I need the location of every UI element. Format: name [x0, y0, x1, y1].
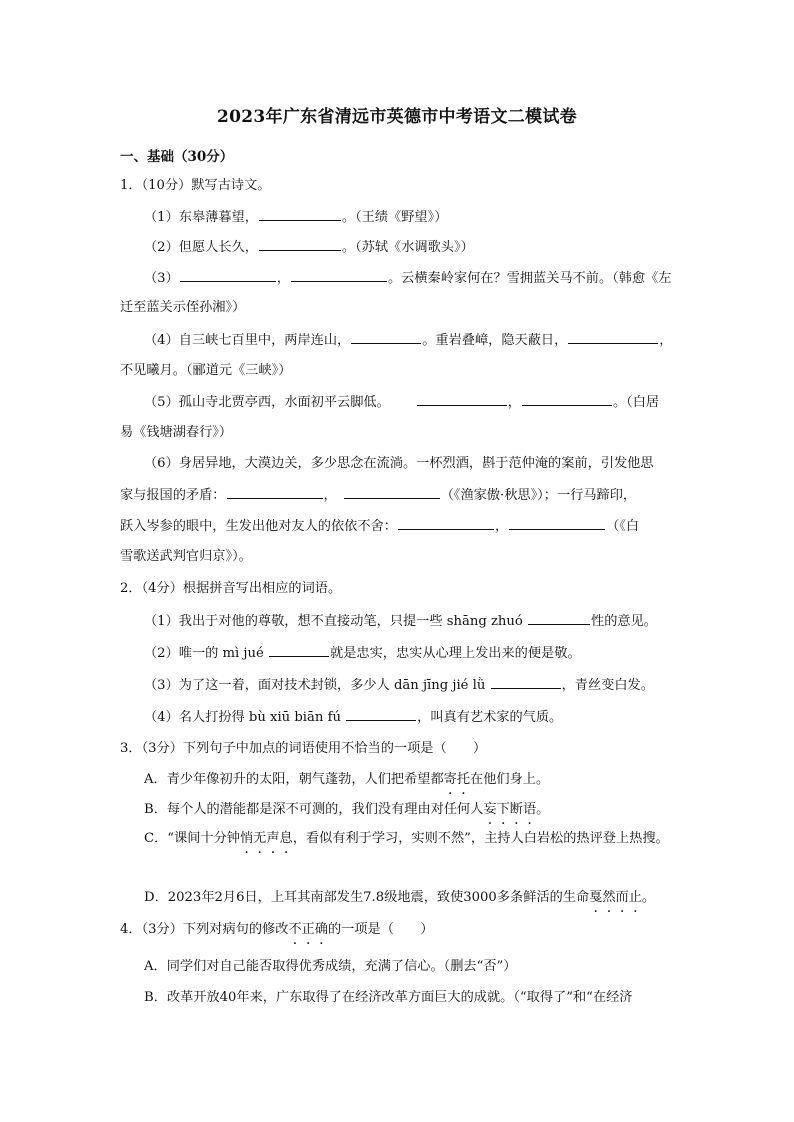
q1-item-1 — [144, 207, 447, 228]
emphasis-char: 止 — [628, 890, 642, 905]
q1-heading: 1．（10分）默写古诗文。 — [120, 178, 271, 193]
q1-item-6-text2: 跃入岑参的眼中，生发出他对友人的依依不舍： — [120, 519, 397, 534]
emphasis-char: 下 — [496, 802, 510, 817]
q1-item-4-text: （4）自三峡七百里中，两岸连山， — [144, 333, 351, 348]
option-text: D．2023年2月6日，上耳其南部发生7.8级地震，致使3000多条鲜活的生命 — [144, 890, 590, 905]
q2-item-3-text2: ，青丝变白发。 — [561, 678, 654, 693]
dotted-word — [444, 772, 470, 787]
q2-item-4 — [144, 707, 562, 728]
q1-item-4-cont: 不见曦月。（郦道元《三峡》） — [120, 363, 292, 378]
comma: ， — [323, 488, 337, 503]
answer-blank[interactable] — [528, 611, 590, 625]
q2-item-1-text2: 性的意见。 — [591, 614, 657, 629]
emphasis-char: 不 — [288, 922, 302, 937]
emphasis-char: 戛 — [589, 890, 603, 905]
answer-blank[interactable] — [344, 485, 440, 499]
emphasis-word — [589, 890, 642, 905]
emphasis-char: 妄 — [483, 802, 497, 817]
emphasis-word — [483, 802, 536, 817]
answer-blank[interactable] — [522, 392, 612, 406]
answer-blank[interactable] — [417, 392, 507, 406]
section-heading: 一、基础（30分） — [120, 149, 234, 165]
answer-blank[interactable] — [351, 330, 421, 344]
q1-item-3 — [144, 268, 671, 289]
q1-item-5-cont: 易《钱塘湖春行》） — [120, 425, 233, 440]
emphasis-char: 而 — [615, 890, 629, 905]
q1-item-2-text: （2）但愿人长久， — [144, 240, 258, 255]
q1-item-6-source2: （《白 — [606, 519, 640, 534]
q1-item-1-source: 。（王绩《野望》） — [341, 210, 448, 225]
q2-item-3 — [144, 675, 654, 696]
option-text-end: 。 — [536, 802, 550, 817]
option-text: A．青少年像初升的太阳，朝气蓬勃，人们把希望都 — [144, 772, 444, 787]
answer-blank[interactable] — [491, 675, 561, 689]
q2-item-2-text2: 就是忠实，忠实从心理上发出来的便是敬。 — [330, 646, 581, 661]
emphasis-word — [444, 772, 470, 787]
q2-item-2 — [144, 643, 581, 664]
q2-item-4-text: （4）名人打扮得 bù xiū biān fú — [144, 710, 346, 725]
q2-item-4-text2: ，叫真有艺术家的气质。 — [417, 710, 563, 725]
q1-item-6-line3 — [120, 516, 639, 537]
q4-option-a: A．同学们对自己能否取得优秀成绩，充满了信心。（删去“否”） — [144, 959, 517, 974]
q4-heading-text-end: 的一项是（ ） — [328, 922, 434, 937]
emphasis-char: 声 — [266, 831, 280, 846]
q2-heading: 2．（4分）根据拼音写出相应的词语。 — [120, 581, 342, 596]
q1-item-3-number: （3） — [144, 271, 179, 286]
comma: ， — [276, 271, 290, 286]
q1-item-5-text: （5）孤山寺北贾亭西，水面初平云脚低。 — [144, 395, 390, 410]
comma: ， — [659, 333, 673, 348]
answer-blank[interactable] — [269, 643, 329, 657]
q2-item-3-text: （3）为了这一着，面对技术封锁，多少人 dān jīng jié lǜ — [144, 678, 490, 693]
answer-blank[interactable] — [259, 237, 341, 251]
emphasis-char: 断 — [509, 802, 523, 817]
emphasis-word — [288, 922, 328, 937]
q1-item-6-line2 — [120, 485, 636, 506]
q1-item-2 — [144, 237, 474, 258]
answer-blank[interactable] — [568, 330, 658, 344]
q1-item-4 — [144, 330, 672, 351]
option-text-end: ，看似有利于学习，实则不然”，主持人白岩松的热评登上热搜。 — [292, 831, 669, 846]
q3-option-b — [144, 800, 549, 820]
answer-blank[interactable] — [291, 268, 387, 282]
q1-item-2-source: 。（苏轼《水调歌头》） — [341, 240, 474, 255]
answer-blank[interactable] — [509, 516, 605, 530]
q1-item-6: （6）身居异地，大漠边关，多少思念在流淌。一杯烈酒，斟于范仲淹的案前，引发他思 — [144, 456, 654, 471]
q4-heading-text: 4．（3分）下列对病句的修改 — [120, 922, 289, 937]
option-text-end: 。 — [641, 890, 656, 905]
emphasis-char: 寄 — [443, 772, 457, 787]
q3-option-d — [144, 888, 655, 908]
answer-blank[interactable] — [227, 485, 323, 499]
q4-heading — [120, 920, 434, 940]
emphasis-char: 正 — [301, 922, 315, 937]
q1-item-6-line4: 雪歌送武判官归京》）。 — [120, 549, 252, 564]
emphasis-char: 确 — [314, 922, 328, 937]
q1-item-1-text: （1）东皋薄暮望， — [144, 210, 258, 225]
comma: ， — [494, 519, 509, 534]
comma: ， — [507, 395, 521, 410]
option-text: B．每个人的潜能都是深不可测的，我们没有理由对任何人 — [144, 802, 484, 817]
q1-item-5 — [144, 392, 659, 413]
emphasis-char: 语 — [522, 802, 537, 817]
answer-blank[interactable] — [180, 268, 276, 282]
emphasis-char: 无 — [253, 831, 267, 846]
answer-blank[interactable] — [398, 516, 494, 530]
emphasis-char: 然 — [602, 890, 616, 905]
q1-item-5-text2: 。（白居 — [612, 395, 660, 410]
q1-item-6-source: （《渔家傲·秋思》）；一行马蹄印， — [440, 488, 637, 503]
option-text-end: 在他们身上。 — [470, 772, 550, 787]
q2-item-2-text: （2）唯一的 mì jué — [144, 646, 269, 661]
q2-item-1 — [144, 611, 657, 632]
q2-item-1-text: （1）我出于对他的尊敬，想不直接动笔，只提一些 shāng zhuó — [144, 614, 528, 629]
answer-blank[interactable] — [346, 707, 416, 721]
option-text: C．“课间十分钟 — [144, 831, 240, 846]
q3-option-a — [144, 770, 549, 790]
emphasis-char: 托 — [456, 772, 471, 787]
q1-item-3-cont: 迁至蓝关示侄孙湘》） — [120, 300, 246, 315]
page-title: 2023年广东省清远市英德市中考语文二模试卷 — [217, 107, 577, 127]
q3-heading: 3．（3分）下列句子中加点的词语使用不恰当的一项是（ ） — [120, 741, 487, 756]
emphasis-word — [240, 831, 293, 846]
q1-item-4-text2: 。重岩叠嶂，隐天蔽日， — [422, 333, 568, 348]
q1-item-3-text: 。云横秦岭家何在？雪拥蓝关马不前。（韩愈《左 — [387, 271, 672, 286]
answer-blank[interactable] — [259, 207, 341, 221]
q3-option-c — [144, 829, 669, 849]
q4-option-b: B．改革开放40年来，广东取得了在经济改革方面巨大的成就。（“取得了”和“在经济 — [144, 990, 633, 1005]
emphasis-char: 悄 — [239, 831, 254, 846]
q1-item-6-text: 家与报国的矛盾： — [120, 488, 226, 503]
emphasis-char: 息 — [279, 831, 293, 846]
